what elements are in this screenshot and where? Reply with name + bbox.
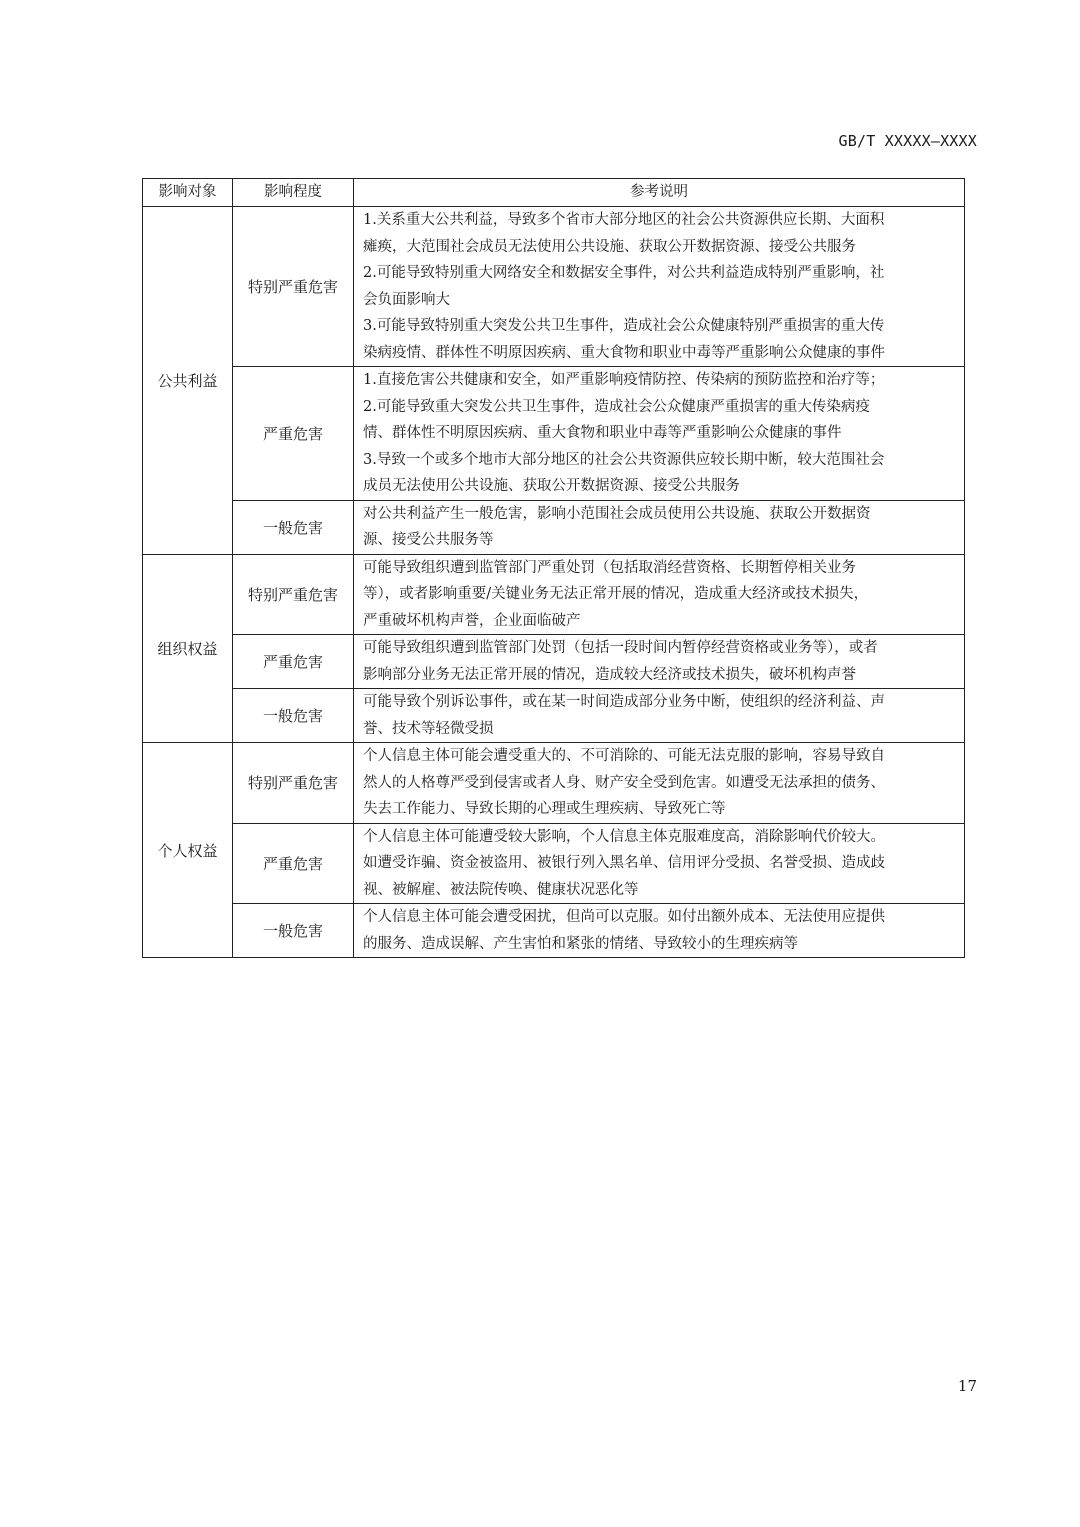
description-line: 会负面影响大 (363, 291, 450, 308)
table-header-row (143, 179, 965, 207)
description-line: 对公共利益产生一般危害，影响小范围社会成员使用公共设施、获取公开数据资 (363, 505, 871, 522)
table-row (143, 823, 965, 904)
table-row (143, 743, 965, 824)
description-line: 如遭受诈骗、资金被盗用、被银行列入黑名单、信用评分受损、名誉受损、造成歧 (363, 855, 885, 871)
reference-description-cell (354, 823, 965, 904)
description-line: 个人信息主体可能遭受较大影响，个人信息主体克服难度高，消除影响代价较大。 (363, 828, 885, 845)
reference-description-cell (354, 635, 965, 689)
impact-degree-cell: 特别严重危害 (233, 207, 354, 367)
description-line: 严重破坏机构声誉，企业面临破产 (363, 612, 581, 629)
description-line: 视、被解雇、被法院传唤、健康状况恶化等 (363, 881, 639, 898)
description-line: 等），或者影响重要/关键业务无法正常开展的情况，造成重大经济或技术损失， (363, 586, 869, 602)
table-row (143, 367, 965, 501)
description-line: 染病疫情、群体性不明原因疾病、重大食物和职业中毒等严重影响公众健康的事件 (363, 344, 885, 361)
description-line: 3.导致一个或多个地市大部分地区的社会公共资源供应较长期中断，较大范围社会 (363, 451, 885, 468)
description-line: 影响部分业务无法正常开展的情况，造成较大经济或技术损失，破坏机构声誉 (363, 666, 856, 683)
table-row (143, 689, 965, 743)
impact-degree-cell: 一般危害 (233, 500, 354, 554)
description-line: 2.可能导致重大突发公共卫生事件，造成社会公众健康严重损害的重大传染病疫 (363, 398, 870, 415)
description-line: 誉、技术等轻微受损 (363, 720, 494, 737)
table-row (143, 554, 965, 635)
reference-description-cell (354, 207, 965, 367)
page-number: 17 (957, 1377, 977, 1395)
impact-degree-cell: 一般危害 (233, 689, 354, 743)
column-header-degree: 影响程度 (233, 179, 354, 207)
impact-object-cell: 个人权益 (143, 743, 233, 958)
table-row (143, 904, 965, 958)
reference-description-cell (354, 367, 965, 501)
impact-assessment-table (142, 178, 965, 958)
reference-description-cell (354, 743, 965, 824)
reference-description-cell (354, 554, 965, 635)
reference-description-cell (354, 689, 965, 743)
impact-degree-cell: 特别严重危害 (233, 554, 354, 635)
impact-object-cell: 组织权益 (143, 554, 233, 743)
impact-degree-cell: 特别严重危害 (233, 743, 354, 824)
column-header-object: 影响对象 (143, 179, 233, 207)
description-line: 2.可能导致特别重大网络安全和数据安全事件，对公共利益造成特别严重影响，社 (363, 265, 885, 281)
table-row (143, 207, 965, 367)
document-code: GB/T XXXXX—XXXX (838, 132, 977, 150)
description-line: 1.直接危害公共健康和安全，如严重影响疫情防控、传染病的预防监控和治疗等； (363, 372, 885, 388)
description-line: 失去工作能力、导致长期的心理或生理疾病、导致死亡等 (363, 801, 726, 817)
description-line: 成员无法使用公共设施、获取公开数据资源、接受公共服务 (363, 478, 740, 494)
description-line: 个人信息主体可能会遭受重大的、不可消除的、可能无法克服的影响，容易导致自 (363, 748, 885, 764)
description-line: 源、接受公共服务等 (363, 532, 494, 548)
table-row (143, 635, 965, 689)
impact-object-cell: 公共利益 (143, 207, 233, 555)
reference-description-cell (354, 500, 965, 554)
impact-degree-cell: 严重危害 (233, 823, 354, 904)
description-line: 3.可能导致特别重大突发公共卫生事件，造成社会公众健康特别严重损害的重大传 (363, 318, 885, 334)
description-line: 可能导致组织遭到监管部门严重处罚（包括取消经营资格、长期暂停相关业务 (363, 559, 856, 576)
reference-description-cell (354, 904, 965, 958)
description-line: 1.关系重大公共利益，导致多个省市大部分地区的社会公共资源供应长期、大面积 (363, 212, 885, 228)
description-line: 瘫痪，大范围社会成员无法使用公共设施、获取公开数据资源、接受公共服务 (363, 238, 856, 255)
description-line: 的服务、造成误解、产生害怕和紧张的情绪、导致较小的生理疾病等 (363, 935, 798, 952)
description-line: 可能导致组织遭到监管部门处罚（包括一段时间内暂停经营资格或业务等），或者 (363, 640, 878, 656)
impact-degree-cell: 严重危害 (233, 635, 354, 689)
description-line: 可能导致个别诉讼事件，或在某一时间造成部分业务中断，使组织的经济利益、声 (363, 694, 885, 710)
table-row (143, 500, 965, 554)
description-line: 情、群体性不明原因疾病、重大食物和职业中毒等严重影响公众健康的事件 (363, 425, 842, 441)
description-line: 然人的人格尊严受到侵害或者人身、财产安全受到危害。如遭受无法承担的债务、 (363, 774, 885, 791)
description-line: 个人信息主体可能会遭受困扰，但尚可以克服。如付出额外成本、无法使用应提供 (363, 909, 885, 925)
table-body (143, 207, 965, 958)
column-header-description: 参考说明 (354, 179, 965, 207)
impact-degree-cell: 一般危害 (233, 904, 354, 958)
impact-degree-cell: 严重危害 (233, 367, 354, 501)
